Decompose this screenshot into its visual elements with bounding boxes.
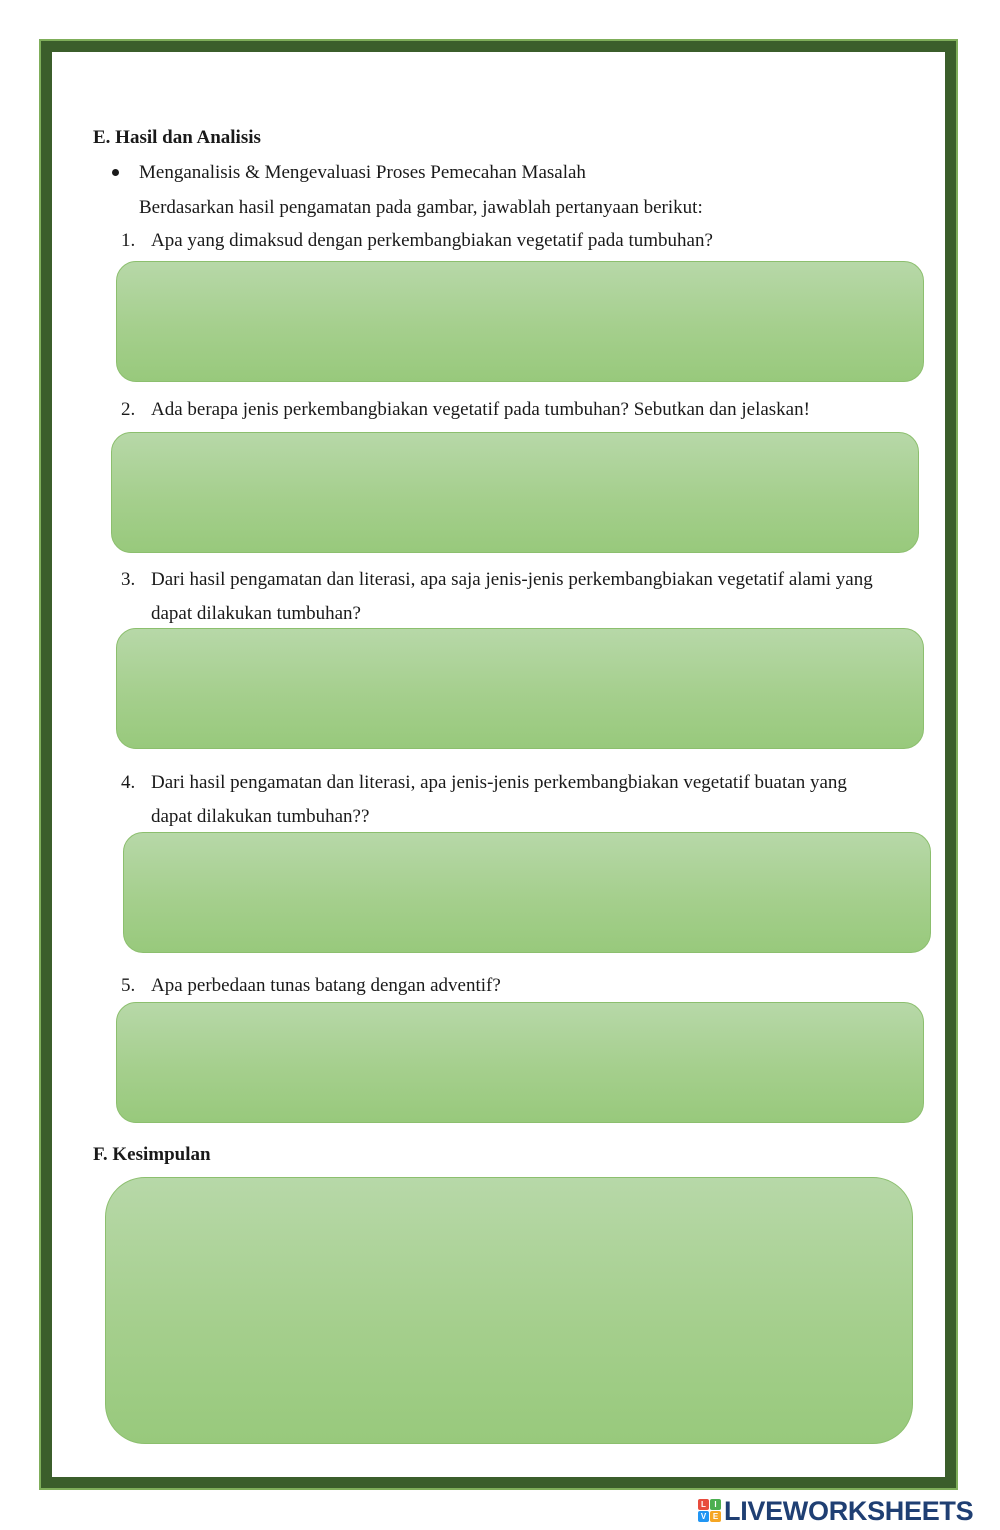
question-2-number: 2. (121, 399, 136, 420)
section-f-title: F. Kesimpulan (93, 1144, 211, 1165)
question-4-text-line-2: dapat dilakukan tumbuhan?? (151, 806, 370, 827)
answer-input-4[interactable] (124, 833, 930, 952)
answer-box-5[interactable] (116, 1002, 924, 1123)
question-4-text-line-1: Dari hasil pengamatan dan literasi, apa jenis-jenis perkembangbiakan vegetatif buatan yang (151, 772, 847, 793)
liveworksheets-logo[interactable] (698, 1496, 973, 1526)
conclusion-answer-box[interactable] (105, 1177, 913, 1444)
question-1-text: Apa yang dimaksud dengan perkembangbiakan vegetatif pada tumbuhan? (151, 230, 713, 251)
section-e-title: E. Hasil dan Analisis (93, 127, 261, 148)
liveworksheets-logo-icon: L I V E (698, 1499, 722, 1523)
question-1-number: 1. (121, 230, 136, 251)
answer-box-3[interactable] (116, 628, 924, 749)
bullet-icon (112, 169, 119, 176)
question-3-text-line-2: dapat dilakukan tumbuhan? (151, 603, 361, 624)
section-e-bullet-text: Menganalisis & Mengevaluasi Proses Pemecahan Masalah (139, 162, 586, 183)
answer-box-4[interactable] (123, 832, 931, 953)
question-2-text: Ada berapa jenis perkembangbiakan vegetatif pada tumbuhan? Sebutkan dan jelaskan! (151, 399, 810, 420)
answer-input-5[interactable] (117, 1003, 923, 1122)
answer-input-1[interactable] (117, 262, 923, 381)
question-3-number: 3. (121, 569, 136, 590)
answer-box-2[interactable] (111, 432, 919, 553)
question-5-number: 5. (121, 975, 136, 996)
answer-input-2[interactable] (112, 433, 918, 552)
question-5-text: Apa perbedaan tunas batang dengan adventif? (151, 975, 501, 996)
question-4-number: 4. (121, 772, 136, 793)
section-e-instruction: Berdasarkan hasil pengamatan pada gambar, jawablah pertanyaan berikut: (139, 197, 703, 218)
answer-box-1[interactable] (116, 261, 924, 382)
question-3-text-line-1: Dari hasil pengamatan dan literasi, apa saja jenis-jenis perkembangbiakan vegetatif alami yang (151, 569, 873, 590)
conclusion-input[interactable] (106, 1178, 912, 1443)
answer-input-3[interactable] (117, 629, 923, 748)
liveworksheets-logo-text: LIVEWORKSHEETS (724, 1495, 974, 1526)
